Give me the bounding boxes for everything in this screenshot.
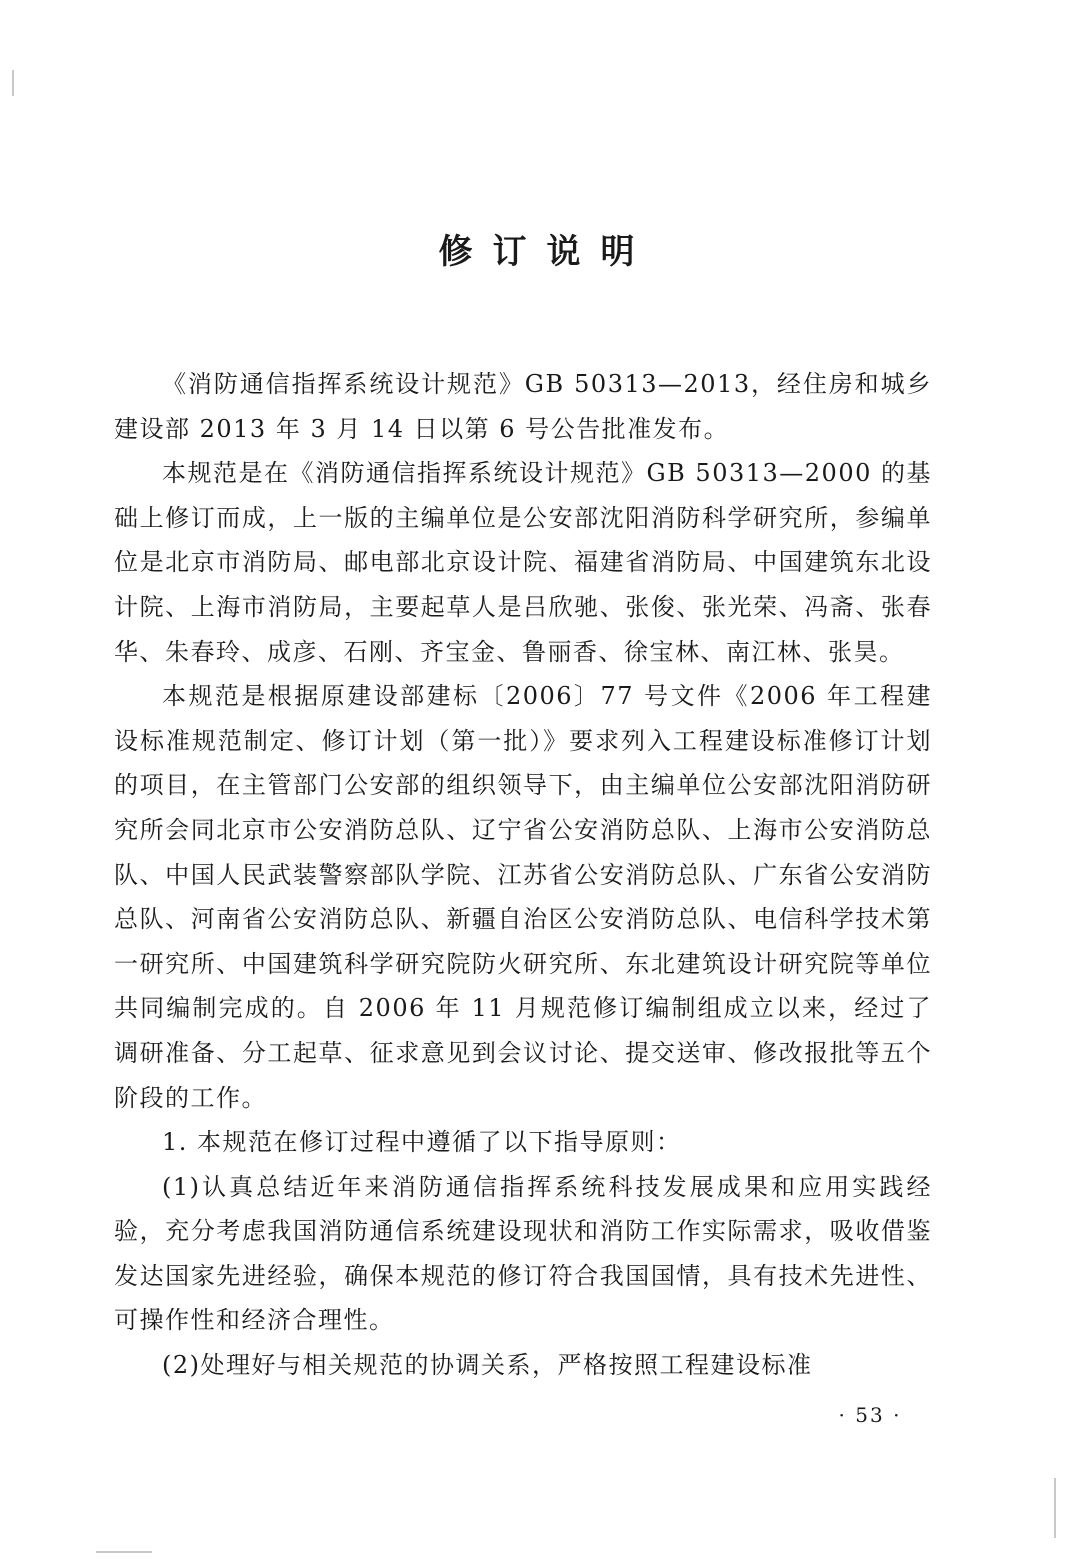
- paragraph-principle-1: (1)认真总结近年来消防通信指挥系统科技发展成果和应用实践经验，充分考虑我国消防通信系统建设现状和消防工作实际需求，吸收借鉴发达国家先进经验，确保本规范的修订符合我国国情，具有技术先进性、可操作性和经济合理性。: [114, 1172, 932, 1335]
- body-text: [114, 362, 932, 1388]
- paragraph-approval: 《消防通信指挥系统设计规范》GB 50313—2013，经住房和城乡建设部 2013 年 3 月 14 日以第 6 号公告批准发布。: [114, 370, 932, 443]
- scan-edge-mark: [1054, 1478, 1056, 1538]
- scan-edge-mark: [96, 1551, 152, 1553]
- paragraph-previous-edition: 本规范是在《消防通信指挥系统设计规范》GB 50313—2000 的基础上修订而成，上一版的主编单位是公安部沈阳消防科学研究所，参编单位是北京市消防局、邮电部北京设计院、福建省消防局、中国建筑东北设计院、上海市消防局，主要起草人是吕欣驰、张俊、张光荣、冯斋、张春华、朱春玲、成彦、石刚、齐宝金、鲁丽香、徐宝林、南江林、张昊。: [114, 459, 932, 666]
- paragraph-principle-2: (2)处理好与相关规范的协调关系，严格按照工程建设标准: [162, 1351, 813, 1380]
- paragraph-revision-process: 本规范是根据原建设部建标〔2006〕77 号文件《2006 年工程建设标准规范制定、修订计划（第一批）》要求列入工程建设标准修订计划的项目，在主管部门公安部的组织领导下，由主编单位公安部沈阳消防研究所会同北京市公安消防总队、辽宁省公安消防总队、上海市公安消防总队、中国人民武装警察部队学院、江苏省公安消防总队、广东省公安消防总队、河南省公安消防总队、新疆自治区公安消防总队、电信科学技术第一研究所、中国建筑科学研究院防火研究所、东北建筑设计研究院等单位共同编制完成的。自 2006 年 11 月规范修订编制组成立以来，经过了调研准备、分工起草、征求意见到会议讨论、提交送审、修改报批等五个阶段的工作。: [114, 682, 932, 1112]
- paragraph-principles-heading: 1. 本规范在修订过程中遵循了以下指导原则：: [162, 1128, 682, 1157]
- page-number: · 53 ·: [838, 1403, 902, 1427]
- page-title: 修订说明: [438, 232, 655, 272]
- scan-edge-mark: [12, 70, 14, 96]
